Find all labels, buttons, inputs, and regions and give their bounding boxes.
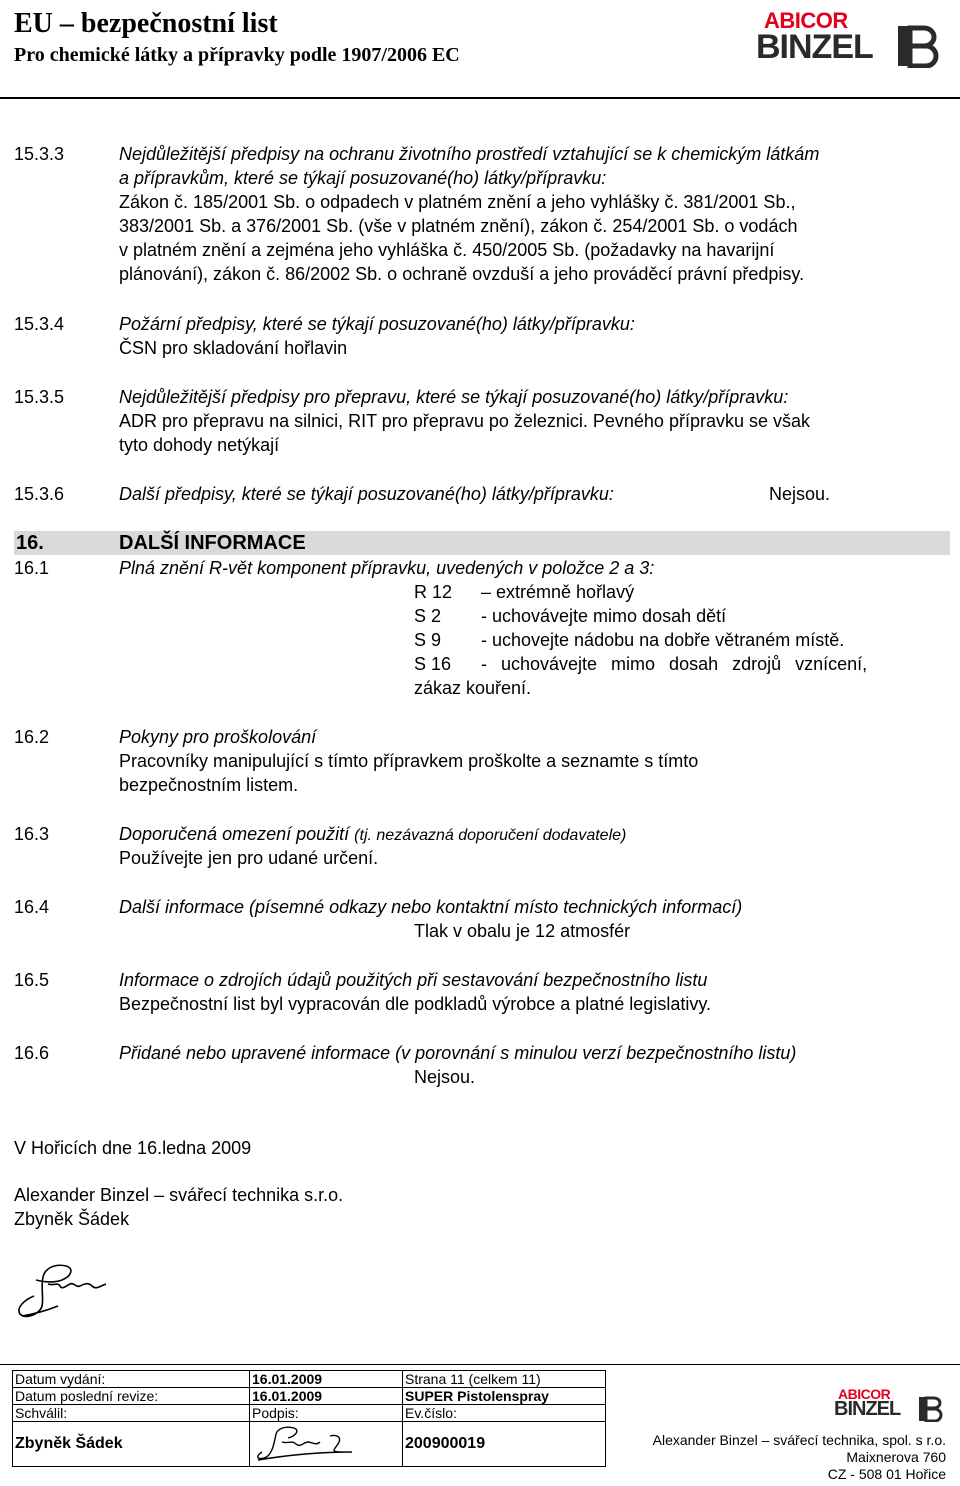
section-text-line: ADR pro přepravu na silnici, RIT pro přepravu po železnici. Pevného přípravku se však [119, 411, 810, 431]
section-16-bar [14, 531, 950, 555]
approver-name: Zbyněk Šádek [13, 1422, 250, 1467]
section-number: 15.3.4 [14, 314, 65, 334]
footer-logo [832, 1386, 948, 1426]
section-16-title: DALŠÍ INFORMACE [119, 532, 306, 554]
approved-label: Schválil: [13, 1405, 250, 1422]
phrase-code: S 9 [414, 630, 442, 650]
revision-value: 16.01.2009 [250, 1388, 403, 1405]
section-text-line: Pracovníky manipulující s tímto přípravkem proškolte a seznamte s tímto [119, 751, 699, 771]
footer-logo-binzel-text: BINZEL [834, 1398, 901, 1420]
logo-mark-icon [896, 24, 944, 68]
section-heading: Požární předpisy, které se týkají posuzované(ho) látky/přípravku: [119, 314, 635, 334]
issued-label: Datum vydání: [13, 1371, 250, 1388]
section-heading-note: (tj. nezávazná doporučení dodavatele) [354, 827, 627, 844]
footer-logo-abicor-text: ABICOR [838, 1386, 891, 1402]
evnum-value: 200900019 [403, 1422, 606, 1467]
section-heading: Nejdůležitější předpisy pro přepravu, které se týkají posuzované(ho) látky/přípravku: [119, 387, 789, 407]
section-number: 16.2 [14, 727, 50, 747]
section-text-line: Nejsou. [414, 1067, 476, 1087]
section-heading: Nejdůležitější předpisy na ochranu životního prostředí vztahující se k chemickým látkám [119, 144, 820, 164]
evnum-label: Ev.číslo: [403, 1405, 606, 1422]
section-heading-line2: a přípravkům, které se týkají posuzované(ho) látky/přípravku: [119, 168, 607, 188]
phrase-text: - uchovávejte mimo dosah zdrojů vznícení, [481, 654, 868, 674]
phrase-text: – extrémně hořlavý [481, 582, 635, 602]
section-heading: Další předpisy, které se týkají posuzované(ho) látky/přípravku: [119, 484, 614, 504]
section-number: 16.4 [14, 897, 50, 917]
revision-label: Datum poslední revize: [13, 1388, 250, 1405]
phrase-text: - uchovávejte mimo dosah dětí [481, 606, 727, 626]
section-heading: Přidané nebo upravené informace (v porovnání s minulou verzí bezpečnostního listu) [119, 1043, 797, 1063]
section-number: 15.3.5 [14, 387, 65, 407]
section-text-line: Bezpečnostní list byl vypracován dle podkladů výrobce a platné legislativy. [119, 994, 711, 1014]
section-text-line: Používejte jen pro udané určení. [119, 848, 379, 868]
section-text-line: Zákon č. 185/2001 Sb. o odpadech v platném znění a jeho vyhlášky č. 381/2001 Sb., [119, 192, 796, 212]
section-number: 16.6 [14, 1043, 50, 1063]
section-value: Nejsou. [769, 484, 831, 504]
section-text-line: ČSN pro skladování hořlavin [119, 338, 348, 358]
footer-city: CZ - 508 01 Hořice [827, 1466, 946, 1482]
section-text-line: tyto dohody netýkají [119, 435, 280, 455]
footer-company: Alexander Binzel – svářecí technika, spol. s r.o. [652, 1432, 946, 1448]
signature-label: Podpis: [250, 1405, 403, 1422]
section-text-line: v platném znění a zejména jeho vyhláška č. 450/2005 Sb. (požadavky na havarijní [119, 240, 775, 260]
section-heading: Pokyny pro proškolování [119, 727, 317, 747]
product-name: SUPER Pistolenspray [403, 1388, 606, 1405]
section-number: 16.3 [14, 824, 50, 844]
footer-table [12, 1370, 606, 1467]
signatory-name: Zbyněk Šádek [14, 1209, 130, 1229]
footer-logo-mark-icon [918, 1396, 946, 1422]
abicor-binzel-logo [752, 8, 948, 70]
phrase-code: S 16 [414, 654, 452, 674]
section-16-number: 16. [16, 532, 44, 554]
phrase-text-continued: zákaz kouření. [414, 678, 532, 698]
section-text-line: bezpečnostním listem. [119, 775, 299, 795]
footer-rule [0, 1364, 960, 1365]
section-heading: Informace o zdrojích údajů použitých při sestavování bezpečnostního listu [119, 970, 708, 990]
section-text-line: plánování), zákon č. 86/2002 Sb. o ochraně ovzduší a jeho prováděcí právní předpisy. [119, 264, 805, 284]
document-title: EU – bezpečnostní list [14, 8, 278, 39]
phrase-code: S 2 [414, 606, 442, 626]
section-number: 16.5 [14, 970, 50, 990]
page-number: Strana 11 (celkem 11) [403, 1371, 606, 1388]
section-heading: Plná znění R-vět komponent přípravku, uvedených v položce 2 a 3: [119, 558, 655, 578]
section-heading: Doporučená omezení použití [119, 824, 350, 844]
footer-signature [252, 1422, 362, 1462]
section-number: 15.3.6 [14, 484, 65, 504]
section-number: 16.1 [14, 558, 50, 578]
document-subtitle: Pro chemické látky a přípravky podle 1907/2006 EC [14, 44, 460, 66]
section-heading-row [119, 822, 626, 848]
handwritten-signature [14, 1256, 114, 1322]
section-text-line: Tlak v obalu je 12 atmosfér [414, 921, 631, 941]
header-rule [0, 97, 960, 99]
footer-street: Maixnerova 760 [846, 1449, 946, 1465]
section-text-line: 383/2001 Sb. a 376/2001 Sb. (vše v platném znění), zákon č. 254/2001 Sb. o vodách [119, 216, 798, 236]
section-heading: Další informace (písemné odkazy nebo kontaktní místo technických informací) [119, 897, 743, 917]
logo-abicor-text: ABICOR [764, 8, 848, 33]
section-number: 15.3.3 [14, 144, 65, 164]
place-date: V Hořicích dne 16.ledna 2009 [14, 1138, 252, 1158]
issued-value: 16.01.2009 [250, 1371, 403, 1388]
logo-binzel-text: BINZEL [756, 28, 873, 66]
company-name: Alexander Binzel – svářecí technika s.r.o. [14, 1185, 344, 1205]
phrase-text: - uchovejte nádobu na dobře větraném místě. [481, 630, 845, 650]
phrase-code: R 12 [414, 582, 453, 602]
signature-cell [250, 1422, 403, 1467]
